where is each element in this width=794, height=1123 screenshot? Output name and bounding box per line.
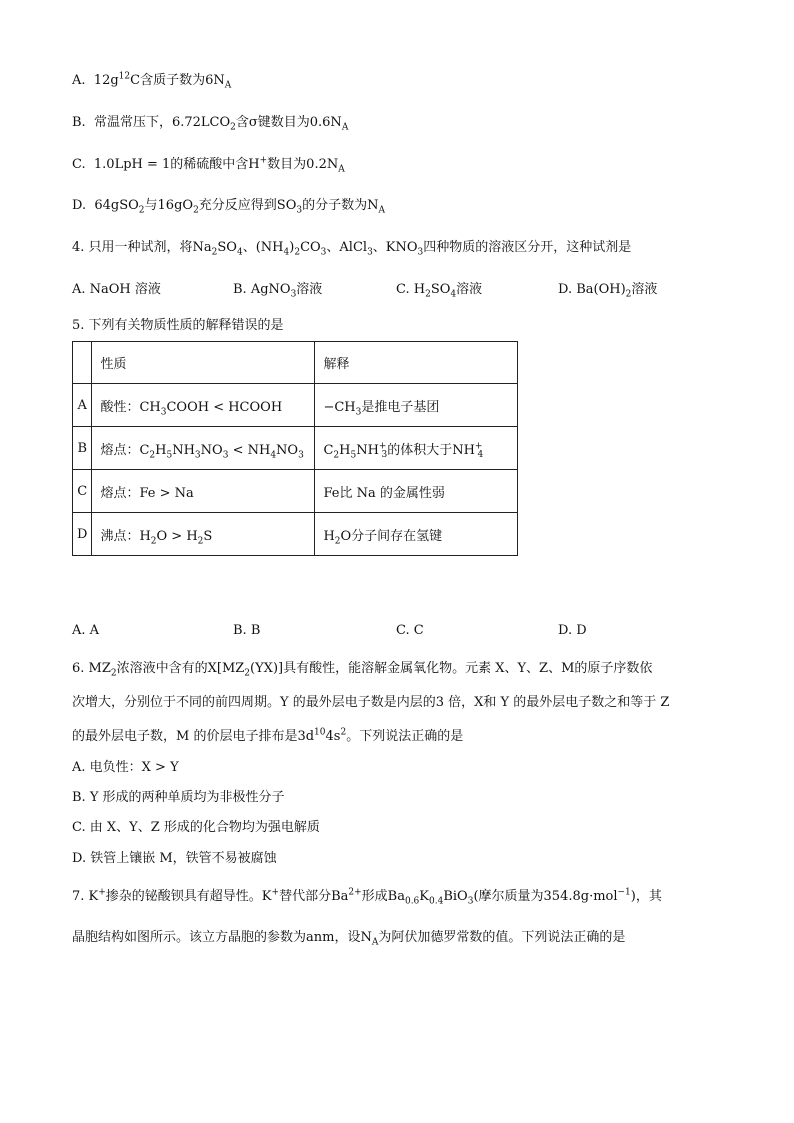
table-row [73,427,518,470]
row-key: B [73,427,92,470]
row-key: C [73,470,92,513]
row-explanation: $C_2H_5NH^+_3$的体积大于$NH^+_4$ [315,427,518,470]
row-property: 酸性：$CH_3COOH$ < HCOOH [92,384,315,427]
q6-option-a: A. 电负性：X > Y [72,760,179,775]
row-key: A [73,384,92,427]
table-header-property: 性质 [92,342,315,384]
q6-stem-line3: 的最外层电子数，M 的价层电子排布是$3d^{10}4s^2$。下列说法正确的是 [72,727,464,744]
q3-option-b: B. 常温常压下，$6.72LCO_2$含σ键数目为$0.6N_A$ [72,115,349,133]
row-key: D [73,513,92,556]
row-property: 熔点：Fe > Na [92,470,315,513]
q5-stem: 5. 下列有关物质性质的解释错误的是 [72,318,284,333]
q5-option-b: B. B [233,623,261,638]
table-header-explanation: 解释 [315,342,518,384]
table-header-row [73,342,518,384]
table-row [73,513,518,556]
q4-option-c: C. $H_2SO_4$溶液 [396,282,483,300]
table-header-empty [73,342,92,384]
q6-option-c: C. 由 X、Y、Z 形成的化合物均为强电解质 [72,820,320,835]
row-explanation: $-CH_3$是推电子基团 [315,384,518,427]
q3-option-a: A. $12g^{12}C$含质子数为$6N_A$ [72,71,232,91]
q3-option-c: C. 1.0LpH = 1的稀硫酸中含H+数目为$0.2N_A$ [72,155,345,175]
row-explanation: $H_2O$分子间存在氢键 [315,513,518,556]
table-row [73,470,518,513]
q7-stem-line1: 7. K+掺杂的铋酸钡具有超导性。K+替代部分$Ba^{2+}$形成$Ba_{0.6}K_{0.4}BiO_3$(摩尔质量为354.8g·mol$^{-1}$)，其 [72,887,662,907]
q4-options [72,281,712,299]
q7-stem-line2: 晶胞结构如图所示。该立方晶胞的参数为anm，设$N_A$为阿伏加德罗常数的值。下列说法正确的是 [72,930,626,948]
q4-option-d: D. $Ba(OH)_2$溶液 [558,282,658,300]
q6-stem-line1: 6. $MZ_2$浓溶液中含有的$X[MZ_2(YX)]$具有酸性，能溶解金属氧化物。元素 X、Y、Z、M的原子序数依 [72,661,653,679]
q5-option-a: A. A [72,623,100,638]
q5-options [72,622,712,640]
row-property: 熔点：$C_2H_5NH_3NO_3 < NH_4NO_3$ [92,427,315,470]
q4-stem: 4. 只用一种试剂，将$Na_2SO_4$、$(NH_4)_2CO_3$、AlCl$_3$、$KNO_3$四种物质的溶液区分开，这种试剂是 [72,240,632,258]
table-row [73,384,518,427]
row-property: 沸点：$H_2O > H_2S$ [92,513,315,556]
q5-table [72,341,518,556]
q4-option-a: A. NaOH 溶液 [72,282,161,297]
row-explanation: Fe比 Na 的金属性弱 [315,470,518,513]
q4-option-b: B. AgNO$_3$溶液 [233,282,323,300]
q6-option-d: D. 铁管上镶嵌 M，铁管不易被腐蚀 [72,851,277,866]
q6-option-b: B. Y 形成的两种单质均为非极性分子 [72,790,285,805]
q3-option-d: D. 64gSO$_2$与$16gO_2$充分反应得到$SO_3$的分子数为$N_A$ [72,198,385,216]
q6-stem-line2: 次增大，分别位于不同的前四周期。Y 的最外层电子数是内层的3 倍，X和 Y 的最外层电子数之和等于 Z [72,695,670,710]
q5-option-d: D. D [558,623,587,638]
q5-option-c: C. C [396,623,424,638]
